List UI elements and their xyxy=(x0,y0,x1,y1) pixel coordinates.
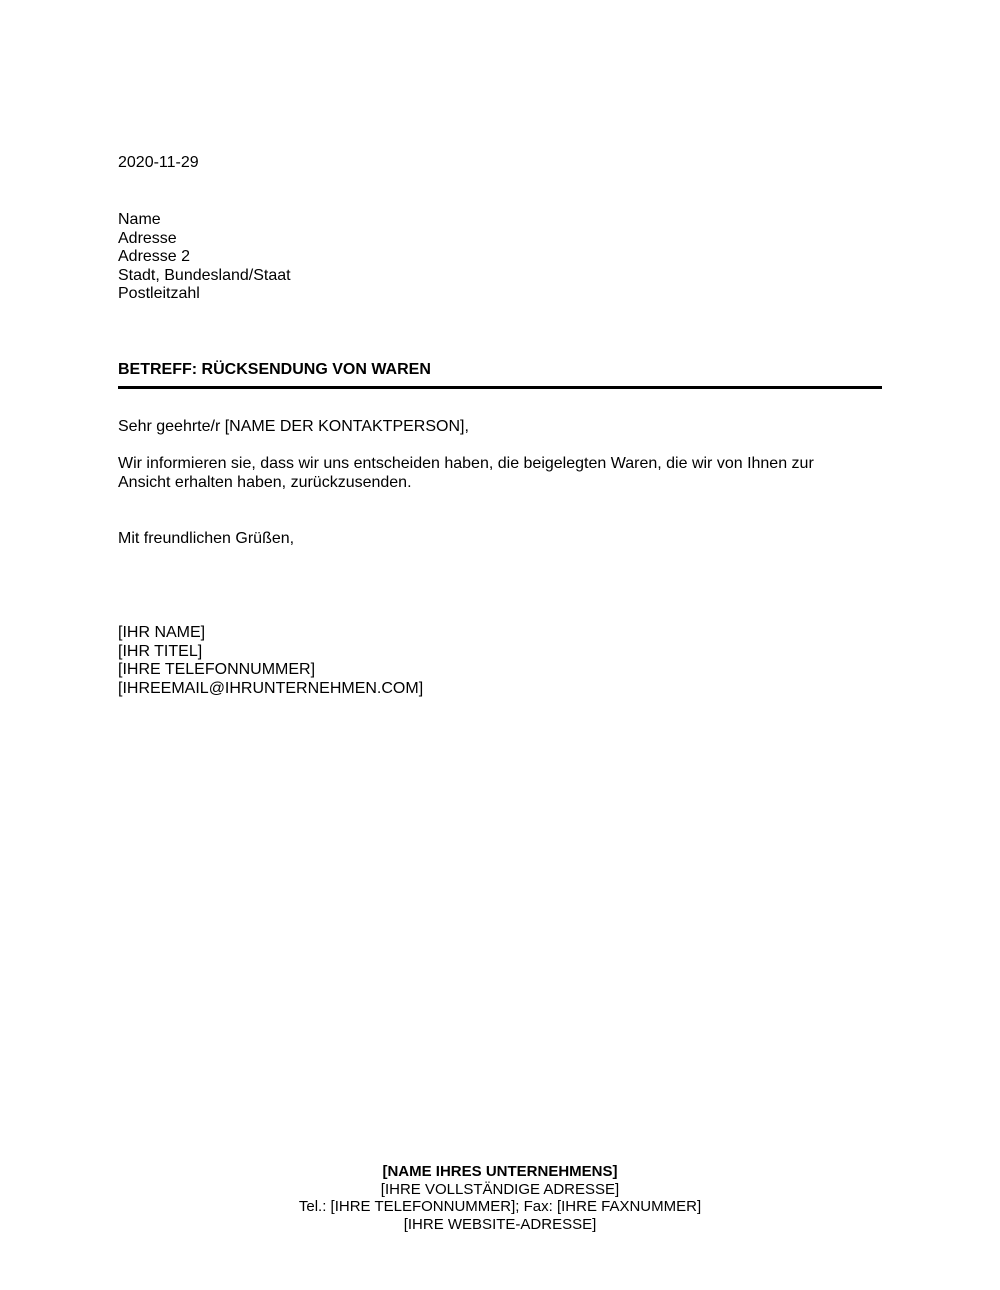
signature-name: [IHR NAME] xyxy=(118,624,206,641)
recipient-address-line-2: Adresse 2 xyxy=(118,248,191,265)
body-line-1: Wir informieren sie, dass wir uns entscheiden haben, die beigelegten Waren, die wir von Ihnen zur xyxy=(118,455,814,472)
subject-line xyxy=(118,361,882,380)
recipient-address-line-1: Adresse xyxy=(118,229,177,247)
recipient-postal-code: Postleitzahl xyxy=(118,285,200,302)
recipient-city-state: Stadt, Bundesland/Staat xyxy=(118,266,291,284)
recipient-name: Name xyxy=(118,211,161,228)
signature-block xyxy=(118,624,882,698)
subject-text: BETREFF: RÜCKSENDUNG VON WAREN xyxy=(118,361,431,378)
footer-address: [IHRE VOLLSTÄNDIGE ADRESSE] xyxy=(380,1180,620,1198)
footer-website: [IHRE WEBSITE-ADRESSE] xyxy=(403,1215,597,1233)
letter-body xyxy=(118,455,882,492)
subject-divider xyxy=(118,386,882,389)
date-text: 2020-11-29 xyxy=(118,154,199,171)
footer-contact: Tel.: [IHRE TELEFONNUMMER]; Fax: [IHRE FAXNUMMER] xyxy=(298,1198,702,1215)
salutation-text: Sehr geehrte/r [NAME DER KONTAKTPERSON], xyxy=(118,418,469,435)
closing xyxy=(118,530,882,549)
signature-phone: [IHRE TELEFONNUMMER] xyxy=(118,661,316,678)
salutation xyxy=(118,418,882,437)
letter-date xyxy=(118,154,882,173)
signature-email: [IHREEMAIL@IHRUNTERNEHMEN.COM] xyxy=(118,679,424,697)
closing-text: Mit freundlichen Grüßen, xyxy=(118,530,295,547)
footer-company-name: [NAME IHRES UNTERNEHMENS] xyxy=(382,1163,618,1180)
company-footer xyxy=(0,1163,1000,1233)
recipient-address-block xyxy=(118,211,882,304)
signature-title: [IHR TITEL] xyxy=(118,642,203,660)
body-line-2: Ansicht erhalten haben, zurückzusenden. xyxy=(118,473,412,491)
